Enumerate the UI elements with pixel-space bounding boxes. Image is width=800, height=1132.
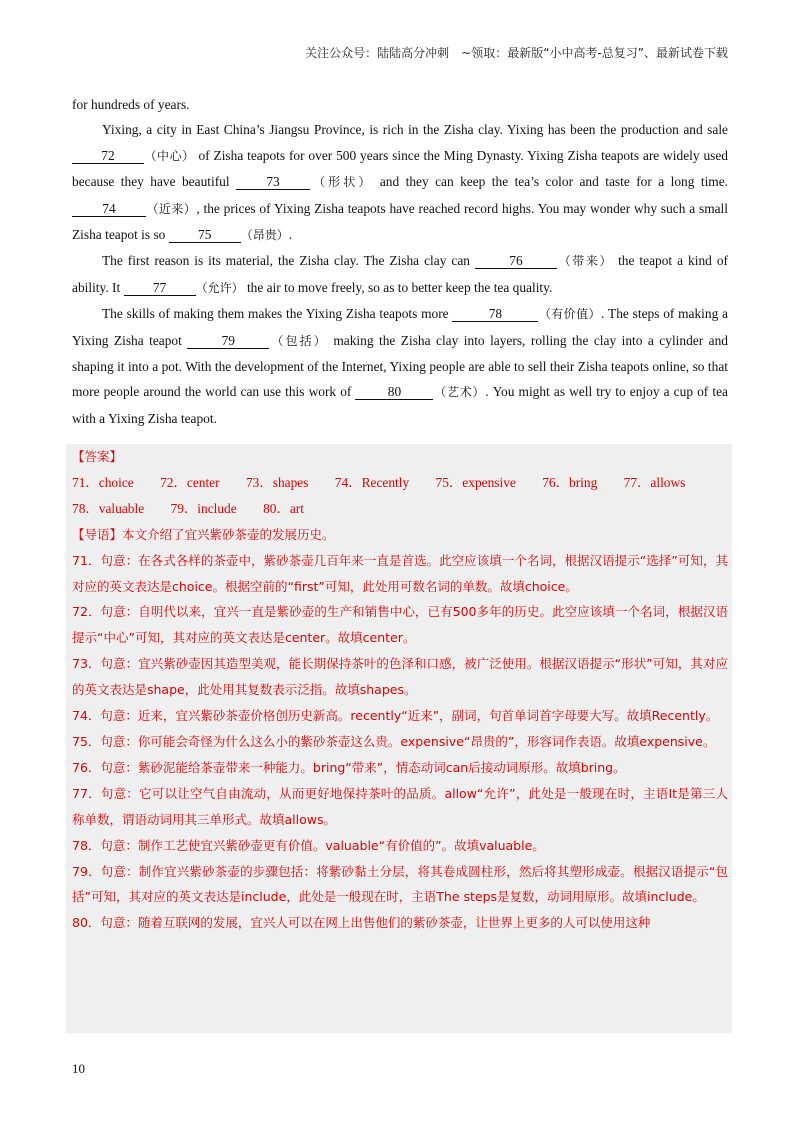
answer-item: 74．Recently — [334, 474, 410, 490]
blank-79: 79 — [187, 333, 269, 349]
passage-paragraph-1 — [72, 117, 728, 248]
answer-item: 76．bring — [542, 474, 598, 490]
explanation-79: 79．句意：制作宜兴紫砂茶壶的步骤包括：将紫砂黏土分层，将其卷成圆柱形，然后将其塑形成壶。根据汉语提示“包括”可知，其对应的英文表达是include，此处是一般现在时，主语The steps是复数，动词用原形。故填include。 — [72, 863, 728, 905]
explanation-71: 71．句意：在各式各样的茶壶中，紫砂茶壶几百年来一直是首选。此空应该填一个名词，根据汉语提示“选择”可知，其对应的英文表达是choice。根据空前的“first”可知，此处用可数名词的单数。故填choice。 — [72, 552, 728, 594]
explanation-78: 78．句意：制作工艺使宜兴紫砂壶更有价值。valuable“有价值的”。故填valuable。 — [72, 837, 545, 853]
answer-item: 75．expensive — [435, 474, 516, 490]
passage-text: . The steps of making a Yixing Zisha teapot — [72, 306, 728, 348]
answer-section — [66, 444, 732, 1033]
passage-text: . — [288, 227, 293, 243]
blank-78: 78 — [452, 306, 538, 322]
blank-76: 76 — [475, 253, 557, 269]
blank-80: 80 — [355, 384, 433, 400]
hint-72: （中心） — [144, 148, 195, 163]
hint-79: （包括） — [269, 333, 328, 348]
answer-item: 78．valuable — [72, 500, 145, 516]
answer-item: 80．art — [263, 500, 304, 516]
answer-item: 73．shapes — [245, 474, 309, 490]
explanation-72: 72．句意：自明代以来，宜兴一直是紫砂壶的生产和销售中心，已有500多年的历史。此空应该填一个名词，根据汉语提示“中心”可知，其对应的英文表达是center。故填center。 — [72, 604, 728, 646]
answer-item: 72．center — [160, 474, 220, 490]
page-number: 10 — [72, 1061, 85, 1076]
passage-text: The first reason is its material, the Zisha clay. The Zisha clay can — [102, 253, 475, 269]
answer-item: 71．choice — [72, 474, 134, 490]
passage-paragraph-0: for hundreds of years. — [72, 97, 190, 112]
answer-item: 77．allows — [623, 474, 686, 490]
explanation-75: 75．句意：你可能会奇怪为什么这么小的紫砂茶壶这么贵。expensive“昂贵的”，形容词作表语。故填expensive。 — [72, 733, 716, 749]
explanation-73: 73．句意：宜兴紫砂壶因其造型美观，能长期保持茶叶的色泽和口感，被广泛使用。根据汉语提示“形状”可知，其对应的英文表达是shape，此处用其复数表示泛指。故填shapes。 — [72, 656, 728, 698]
passage-text: . You might as well try to enjoy a cup of tea with a Yixing Zisha teapot. — [72, 384, 728, 426]
explanation-74: 74．句意：近来，宜兴紫砂茶壶价格创历史新高。recently“近来”，副词，句首单词首字母要大写。故填Recently。 — [72, 708, 719, 724]
passage-text: of Zisha teapots for over 500 years since the Ming Dynasty. Yixing Zisha teapots are widely used because they have beautiful — [72, 147, 728, 190]
explanation-77: 77．句意：它可以让空气自由流动，从而更好地保持茶叶的品质。allow“允许”，此处是一般现在时，主语It是第三人称单数，谓语动词用其三单形式。故填allows。 — [72, 785, 728, 827]
blank-74: 74 — [72, 201, 146, 217]
answer-item: 79．include — [170, 500, 237, 516]
explanation-76: 76．句意：紫砂泥能给茶壶带来一种能力。bring“带来”，情态动词can后接动词原形。故填bring。 — [72, 759, 626, 775]
blank-73: 73 — [236, 174, 310, 190]
passage-text: the air to move freely, so as to better keep the tea quality. — [243, 279, 553, 295]
passage-paragraph-3 — [72, 301, 728, 431]
explanation-80: 80．句意：随着互联网的发展，宜兴人可以在网上出售他们的紫砂茶壶，让世界上更多的人可以使用这种 — [72, 915, 651, 931]
blank-72: 72 — [72, 148, 144, 164]
passage-text: the teapot a kind of ability. It — [72, 253, 728, 295]
passage-text: Yixing, a city in East China’s Jiangsu Province, is rich in the Zisha clay. Yixing has been the production and sale — [102, 122, 728, 138]
passage-text: making the Zisha clay into layers, rolling the clay into a cylinder and shaping it into a pot. With the development of the Internet, Yixing people are able to sell their Zisha teapots online, so that more people around the world can use this work of — [72, 332, 728, 400]
passage-text: The skills of making them makes the Yixing Zisha teapots more — [102, 306, 453, 322]
hint-74: （近来） — [146, 201, 197, 216]
hint-76: （带来） — [556, 254, 614, 269]
answer-heading: 【答案】 — [72, 449, 123, 464]
answers-row-2 — [72, 496, 728, 522]
hint-77: （允许） — [195, 280, 244, 295]
passage — [72, 92, 728, 431]
page-header: 关注公众号：陆陆高分冲刺 ~领取：最新版“小中高考-总复习”、最新试卷下载 — [305, 46, 728, 60]
hint-80: （艺术） — [433, 385, 486, 400]
passage-text: and they can keep the tea’s color and taste for a long time. — [373, 174, 728, 190]
blank-77: 77 — [124, 280, 196, 296]
hint-73: （形状） — [310, 175, 374, 190]
passage-text: , the prices of Yixing Zisha teapots have reached record highs. You may wonder why such a small Zisha teapot is so — [72, 200, 728, 243]
answers-row-1 — [72, 470, 728, 496]
blank-75: 75 — [169, 227, 241, 243]
passage-paragraph-2 — [72, 248, 728, 301]
hint-78: （有价值） — [538, 307, 601, 322]
hint-75: （昂贵） — [240, 228, 289, 243]
guide-text: 【导语】本文介绍了宜兴紫砂茶壶的发展历史。 — [72, 526, 335, 542]
